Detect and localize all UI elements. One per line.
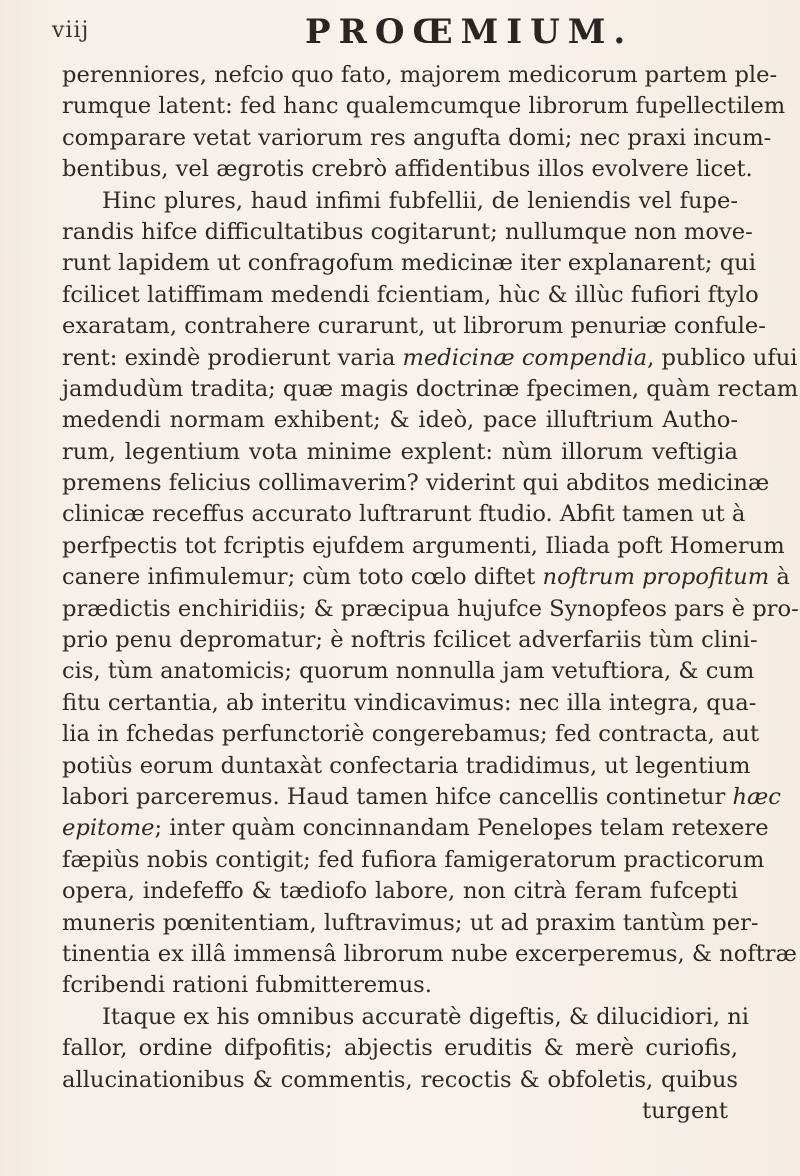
text-line: perenniores, nefcio quo fato, majorem medicorum partem ple- — [62, 62, 778, 88]
text-line: bentibus, vel ægrotis crebrò affidentibus illos evolvere licet. — [62, 156, 753, 183]
body-text — [62, 60, 799, 1127]
text-line: rumque latent: fed hanc qualemcumque librorum fupellectilem — [62, 93, 786, 120]
text-line: exaratam, contrahere curarunt, ut librorum penuriæ confule- — [62, 313, 766, 340]
text-line: fitu certantia, ab interitu vindicavimus: nec illa integra, qua- — [62, 689, 757, 716]
text-line: Itaque ex his omnibus accuratè digeftis, & dilucidiori, ni — [102, 1003, 749, 1030]
catchword: turgent — [642, 1097, 728, 1124]
text-line: jamdudùm tradita; quæ magis doctrinæ fpecimen, quàm rectam — [62, 375, 799, 402]
text-line: premens felicius collimaverim? viderint qui abditos medicinæ — [62, 470, 770, 497]
text-line: potiùs eorum duntaxàt confectaria tradidimus, ut legentium — [62, 752, 751, 779]
text-line: cis, tùm anatomicis; quorum nonnulla jam vetuftiora, & cum — [62, 658, 755, 685]
text-line: runt lapidem ut confragofum medicinæ iter explanarent; qui — [62, 250, 756, 277]
text-line: fæpiùs nobis contigit; fed fufiora famigeratorum practicorum — [62, 846, 765, 873]
page-number: viij — [52, 18, 90, 43]
text-line: Hinc plures, haud infimi fubfellii, de leniendis vel fupe- — [102, 187, 738, 214]
text-line: comparare vetat variorum res angufta domi; nec praxi incum- — [62, 124, 772, 151]
text-line: perfpectis tot fcriptis ejufdem argumenti, Iliada poft Homerum — [62, 532, 785, 559]
text-line: allucinationibus & commentis, recoctis & obfoletis, quibus — [62, 1066, 738, 1093]
text-line: fcribendi rationi fubmitteremus. — [62, 972, 432, 999]
text-line: prædictis enchiridiis; & præcipua hujufce Synopfeos pars è pro- — [62, 595, 799, 622]
text-line: labori parceremus. Haud tamen hifce cancellis continetur hæc — [62, 783, 781, 810]
text-line: rent: exindè prodierunt varia medicinæ compendia, publico ufui — [62, 344, 798, 371]
text-line: canere infimulemur; cùm toto cœlo diftet noftrum propofitum à — [62, 564, 790, 591]
text-line: opera, indefeffo & tædiofo labore, non citrà feram fufcepti — [62, 878, 738, 905]
text-line: prio penu depromatur; è noftris fcilicet adverfariis tùm clini- — [62, 627, 758, 654]
text-line: muneris pœnitentiam, luftravimus; ut ad praxim tantùm per- — [62, 909, 759, 936]
text-line: clinicæ receffus accurato luftrarunt ftudio. Abfit tamen ut à — [62, 501, 746, 528]
text-line: rum, legentium vota minime explent: nùm illorum veftigia — [62, 438, 738, 465]
text-line: tinentia ex illâ immensâ librorum nube excerperemus, & noftræ — [62, 940, 797, 967]
text-line: epitome; inter quàm concinnandam Penelopes telam retexere — [62, 815, 769, 842]
text-line: randis hifce difficultatibus cogitarunt; nullumque non move- — [62, 218, 753, 245]
page-header — [0, 10, 800, 60]
running-head: PROŒMIUM. — [305, 12, 634, 52]
text-line: medendi normam exhibent; & ideò, pace illuftrium Autho- — [62, 407, 738, 434]
text-line: fcilicet latiffimam medendi fcientiam, hùc & illùc fufiori ftylo — [62, 281, 759, 308]
text-line: lia in fchedas perfunctoriè congerebamus; fed contracta, aut — [62, 721, 760, 748]
text-line: fallor, ordine difpofitis; abjectis eruditis & merè curiofis, — [62, 1035, 738, 1062]
